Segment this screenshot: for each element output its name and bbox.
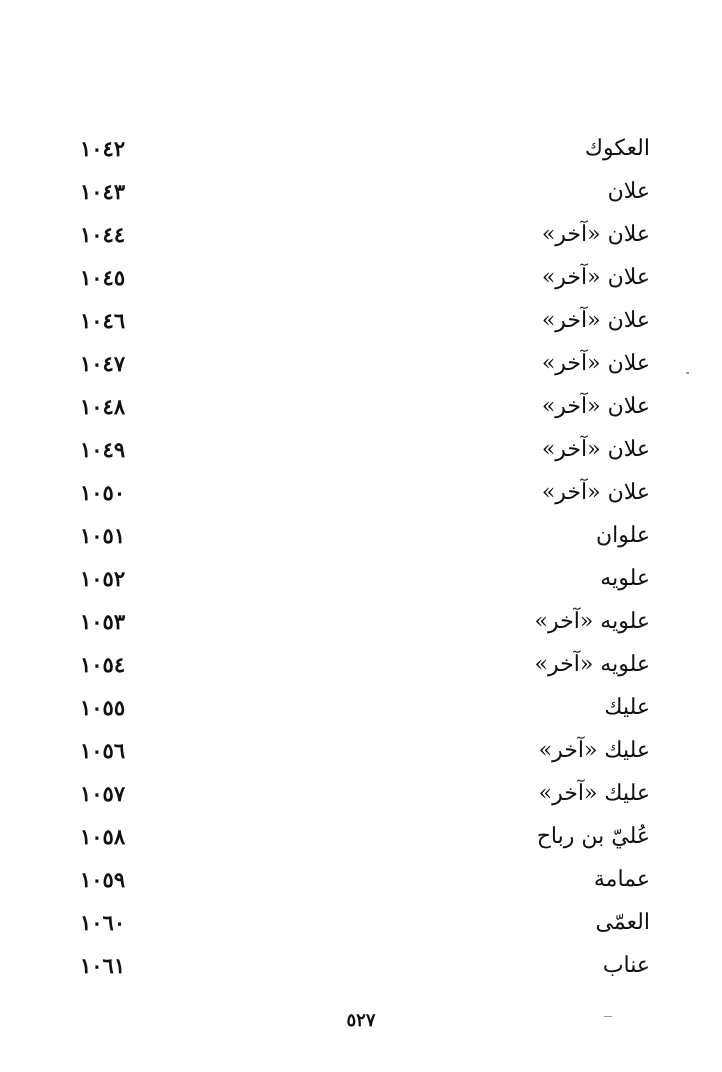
entry-number: ١٠٥٧ <box>80 781 126 806</box>
scan-speck <box>686 372 689 374</box>
entry-name: علان «آخر» <box>541 222 650 247</box>
index-entry-row <box>80 689 650 732</box>
entry-name: علويه <box>600 566 650 591</box>
entry-name: علان «آخر» <box>541 265 650 290</box>
entry-name: علويه «آخر» <box>534 652 650 677</box>
index-entry-row <box>80 947 650 990</box>
entry-number: ١٠٥٩ <box>80 867 126 892</box>
index-entry-row <box>80 775 650 818</box>
index-entry-row <box>80 474 650 517</box>
entry-name: عليك «آخر» <box>538 781 650 806</box>
index-entry-row <box>80 861 650 904</box>
index-entry-row <box>80 130 650 173</box>
index-entry-row <box>80 388 650 431</box>
index-entry-row <box>80 431 650 474</box>
entry-number: ١٠٥٢ <box>80 566 126 591</box>
entry-name: عمامة <box>593 867 650 892</box>
entry-number: ١٠٥١ <box>80 523 126 548</box>
index-entry-row <box>80 560 650 603</box>
page-number: ٥٢٧ <box>346 1010 376 1031</box>
entry-number: ١٠٦١ <box>80 953 126 978</box>
entry-number: ١٠٥٣ <box>80 609 126 634</box>
entry-number: ١٠٤٢ <box>80 136 126 161</box>
entry-number: ١٠٤٧ <box>80 351 126 376</box>
index-entry-row <box>80 818 650 861</box>
entry-number: ١٠٥٠ <box>80 480 126 505</box>
entry-number: ١٠٥٨ <box>80 824 126 849</box>
entry-number: ١٠٤٩ <box>80 437 126 462</box>
index-entry-row <box>80 603 650 646</box>
index-entry-row <box>80 904 650 947</box>
entry-number: ١٠٥٥ <box>80 695 126 720</box>
entry-name: علويه «آخر» <box>534 609 650 634</box>
index-entry-row <box>80 216 650 259</box>
entry-name: علان <box>607 179 650 204</box>
entry-name: عليك <box>604 695 650 720</box>
index-entry-row <box>80 646 650 689</box>
index-entry-row <box>80 173 650 216</box>
index-entry-row <box>80 259 650 302</box>
entry-number: ١٠٥٦ <box>80 738 126 763</box>
entry-name: علان «آخر» <box>541 308 650 333</box>
entry-name: العمّى <box>595 910 650 935</box>
entry-number: ١٠٤٦ <box>80 308 126 333</box>
entry-name: العكوك <box>584 136 650 161</box>
index-entry-row <box>80 732 650 775</box>
scan-speck <box>604 1016 612 1017</box>
entry-name: علوان <box>595 523 650 548</box>
entry-number: ١٠٤٨ <box>80 394 126 419</box>
entry-number: ١٠٥٤ <box>80 652 126 677</box>
entry-name: عناب <box>602 953 650 978</box>
index-entry-row <box>80 302 650 345</box>
index-entry-row <box>80 517 650 560</box>
entry-name: علان «آخر» <box>541 351 650 376</box>
entry-name: عُليّ بن رباح <box>536 824 650 849</box>
entry-number: ١٠٦٠ <box>80 910 126 935</box>
entry-name: علان «آخر» <box>541 394 650 419</box>
entry-name: عليك «آخر» <box>538 738 650 763</box>
index-list <box>80 130 650 990</box>
entry-name: علان «آخر» <box>541 437 650 462</box>
entry-number: ١٠٤٣ <box>80 179 126 204</box>
entry-name: علان «آخر» <box>541 480 650 505</box>
index-entry-row <box>80 345 650 388</box>
entry-number: ١٠٤٥ <box>80 265 126 290</box>
entry-number: ١٠٤٤ <box>80 222 126 247</box>
